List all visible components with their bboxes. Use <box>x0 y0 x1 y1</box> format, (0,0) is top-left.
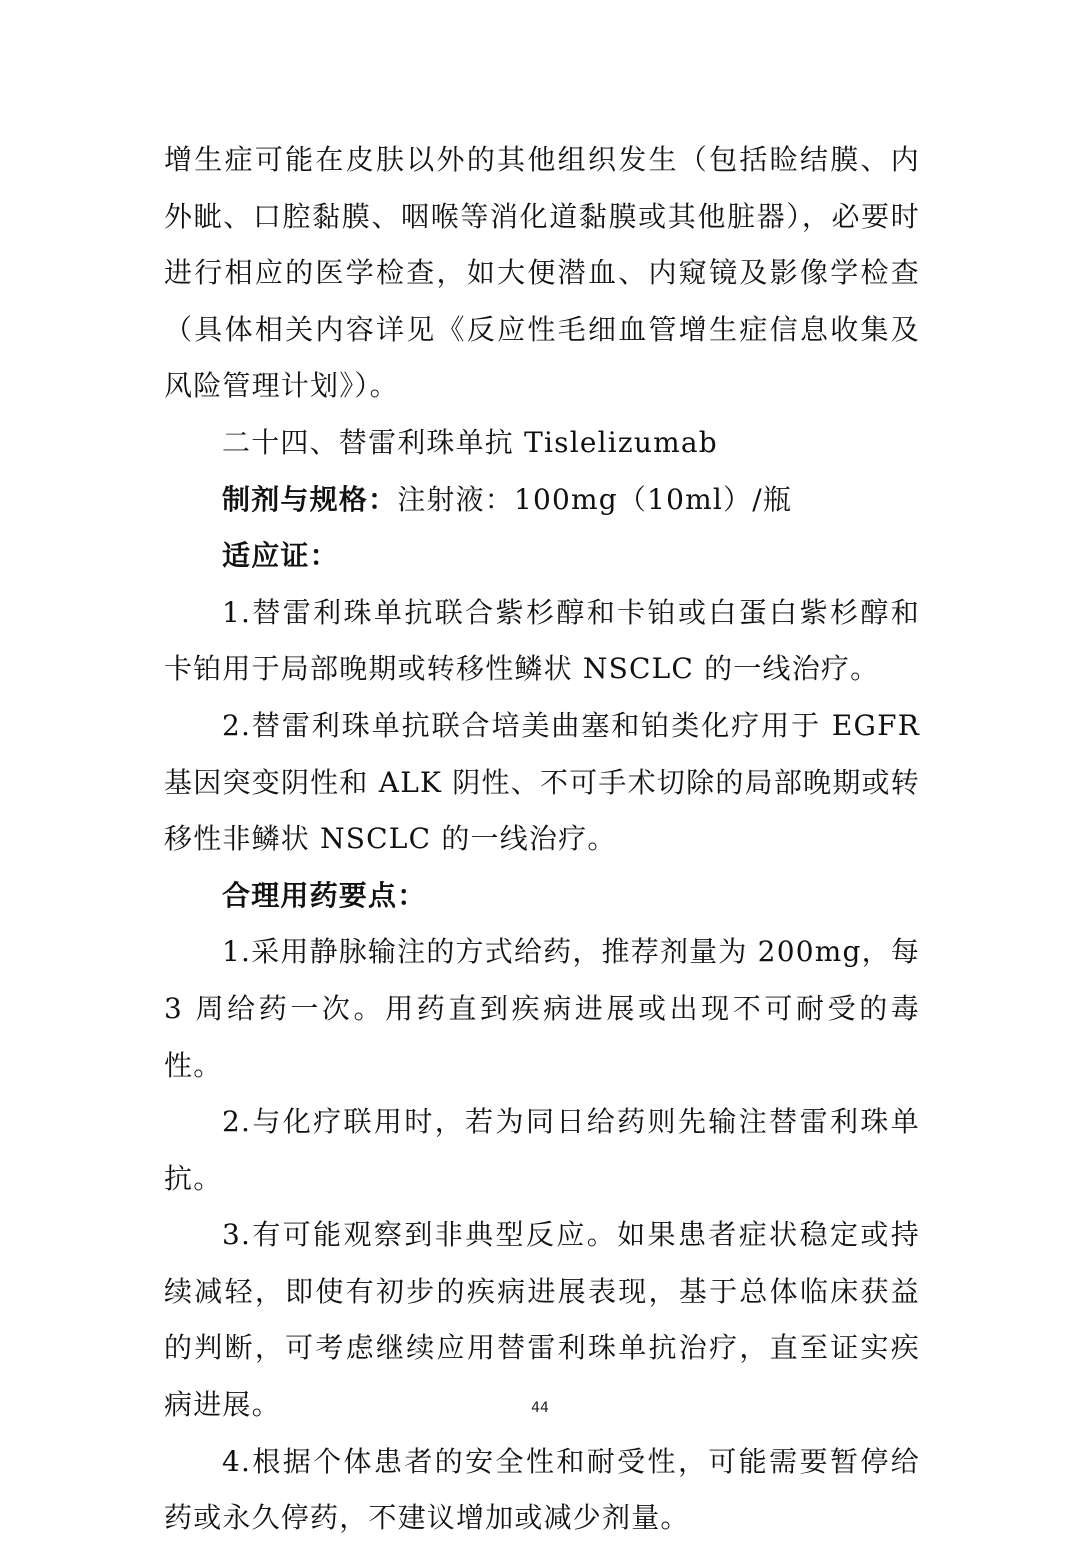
usage-label: 合理用药要点： <box>222 878 427 912</box>
indications-label: 适应证： <box>222 539 339 573</box>
usage-2-text: 2.与化疗联用时，若为同日给药则先输注替雷利珠单抗。 <box>164 1105 920 1195</box>
paragraph-usage-4 <box>164 1434 920 1547</box>
paragraph-text: 增生症可能在皮肤以外的其他组织发生（包括睑结膜、内外眦、口腔黏膜、咽喉等消化道黏膜或其他脏器），必要时进行相应的医学检查，如大便潜血、内窥镜及影像学检查（具体相关内容详见《反应性毛细血管增生症信息收集及风险管理计划》）。 <box>164 143 920 403</box>
section-heading <box>164 415 920 472</box>
paragraph-usage-2 <box>164 1094 920 1207</box>
paragraph-indications-heading <box>164 528 920 585</box>
usage-1-text: 1.采用静脉输注的方式给药，推荐剂量为 200mg，每 3 周给药一次。用药直到疾病进展或出现不可耐受的毒性。 <box>164 935 920 1082</box>
usage-4-text: 4.根据个体患者的安全性和耐受性，可能需要暂停给药或永久停药，不建议增加或减少剂量。 <box>164 1444 920 1535</box>
paragraph-indication-1 <box>164 585 920 698</box>
dosage-form-text: 注射液：100mg（10ml）/瓶 <box>397 482 793 516</box>
section-heading-text: 二十四、替雷利珠单抗 Tislelizumab <box>222 425 718 459</box>
document-body <box>164 132 920 1547</box>
indication-2-text: 2.替雷利珠单抗联合培美曲塞和铂类化疗用于 EGFR 基因突变阴性和 ALK 阴性、不可手术切除的局部晚期或转移性非鳞状 NSCLC 的一线治疗。 <box>164 708 920 856</box>
paragraph-indication-2 <box>164 698 920 868</box>
paragraph-dosage-form <box>164 472 920 529</box>
page-number: 44 <box>531 1400 549 1416</box>
paragraph-continued-text <box>164 132 920 415</box>
paragraph-usage-1 <box>164 924 920 1094</box>
usage-3-text: 3.有可能观察到非典型反应。如果患者症状稳定或持续减轻，即使有初步的疾病进展表现，基于总体临床获益的判断，可考虑继续应用替雷利珠单抗治疗，直至证实疾病进展。 <box>164 1218 920 1422</box>
indication-1-text: 1.替雷利珠单抗联合紫杉醇和卡铂或白蛋白紫杉醇和卡铂用于局部晚期或转移性鳞状 NSCLC 的一线治疗。 <box>164 595 920 686</box>
dosage-form-label: 制剂与规格： <box>222 482 398 516</box>
paragraph-usage-heading <box>164 868 920 925</box>
